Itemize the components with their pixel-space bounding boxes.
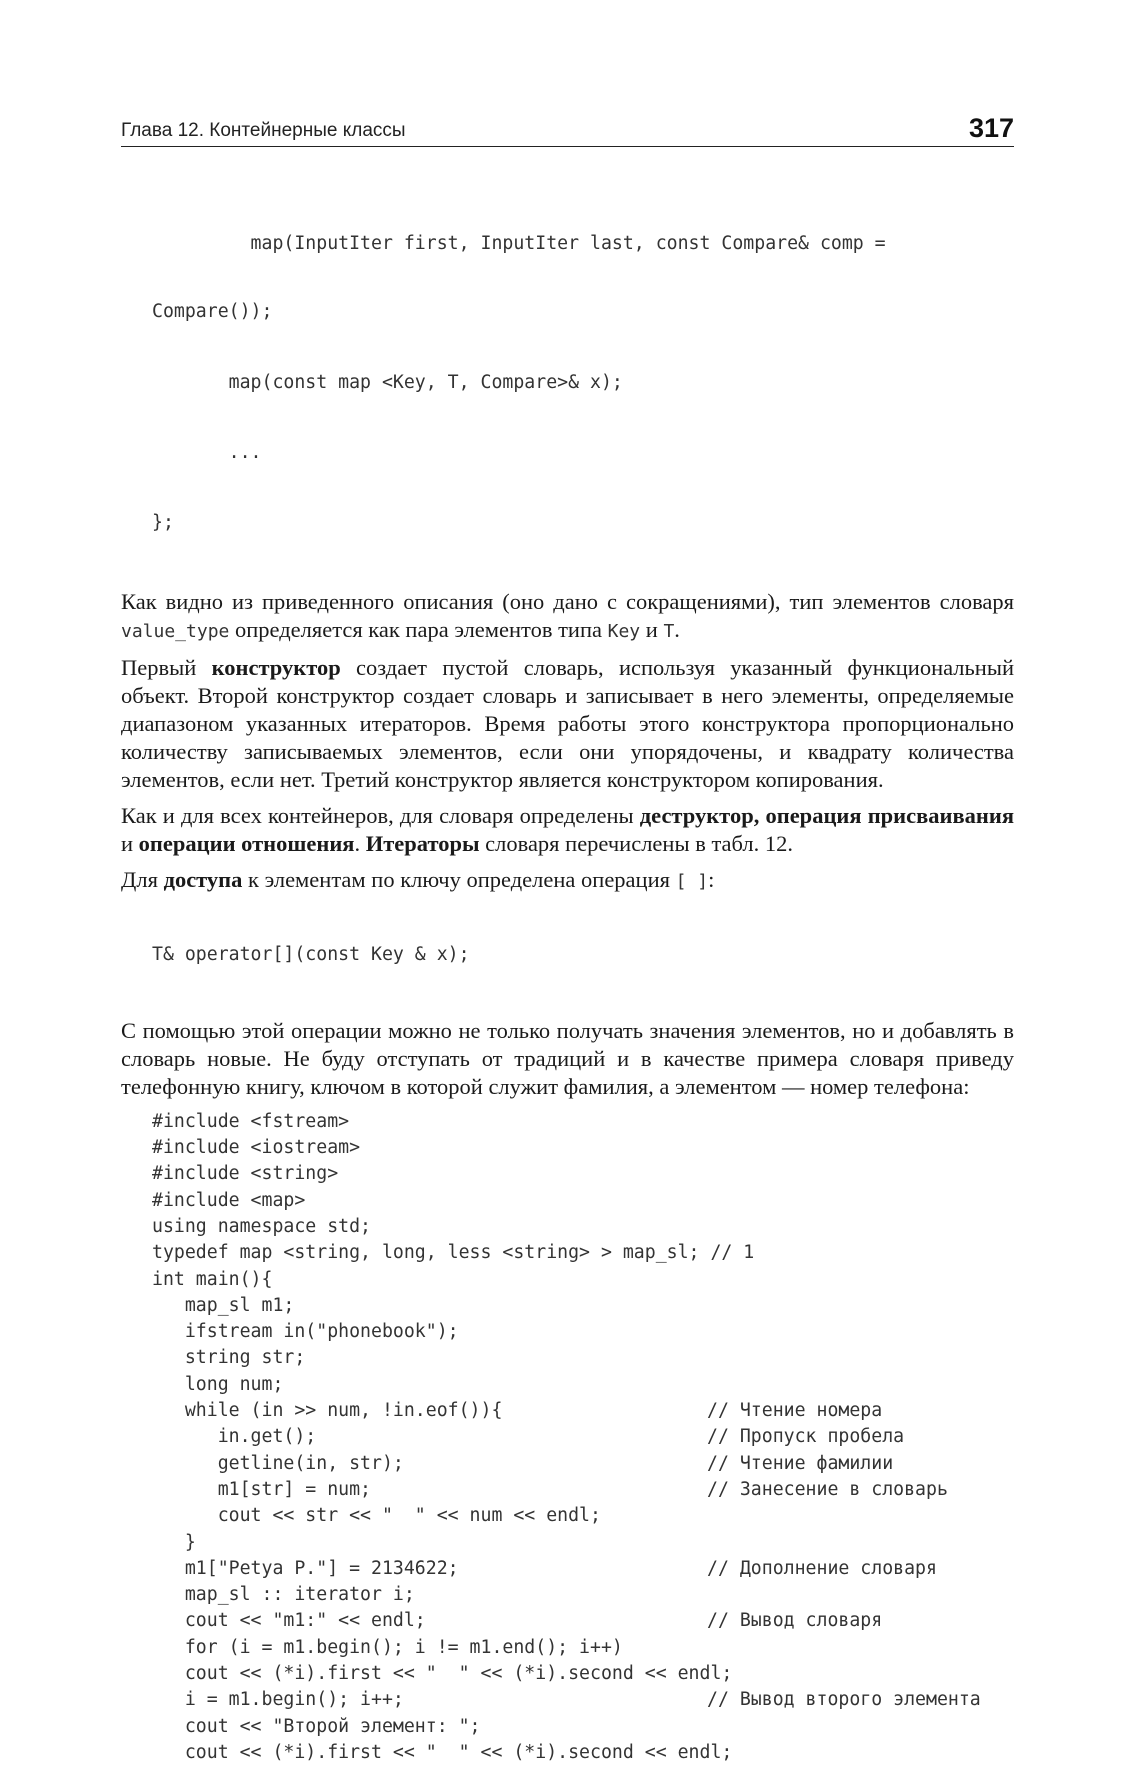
code-text: map_sl m1;: [152, 1294, 295, 1316]
code-line: [152, 1267, 1014, 1293]
code-line: [152, 1424, 1014, 1450]
paragraph-value-type: [121, 588, 1014, 646]
inline-code: T: [663, 621, 675, 643]
code-line: [152, 1687, 1014, 1713]
code-comment: // Дополнение словаря: [707, 1557, 937, 1579]
bold-term: доступа: [163, 867, 243, 893]
text-run: и: [640, 617, 664, 643]
text-run: .: [354, 831, 366, 857]
code-text: #include <fstream>: [152, 1110, 350, 1132]
code-text: cout << (*i).first << " " << (*i).second << endl;: [152, 1663, 733, 1685]
text-run: словаря перечислены в табл. 12.: [479, 831, 794, 857]
code-line: [152, 1714, 1014, 1740]
code-comment: // Пропуск пробела: [707, 1426, 905, 1448]
paragraph-phonebook-intro: С помощью этой операции можно не только получать значения элементов, но и добавлять в словарь новые. Не буду отступать от традиций и в качестве примера словаря приведу телефонную книгу, ключом в которой служит фамилия, а элементом — номер телефона:: [121, 1017, 1014, 1099]
running-header: [121, 108, 1014, 147]
code-text: cout << "m1:" << endl;: [152, 1610, 426, 1632]
code-line: [152, 1188, 1014, 1214]
code-text: cout << str << " " << num << endl;: [152, 1505, 601, 1527]
code-line: [152, 1293, 1014, 1319]
code-text: in.get();: [152, 1426, 317, 1448]
text-run: создает пустой словарь, используя указанный функциональный объект. Второй конструктор создает словарь и записывает в него элементы, определяемые диапазоном указанных итераторов. Время работы этого конструктора пропорционально количеству записываемых элементов, если они упорядочены, и квадрату количества элементов, если нет. Третий конструктор является конструктором копирования.: [121, 655, 1014, 793]
code-text: cout << "Второй элемент: ";: [152, 1715, 481, 1737]
code-line: [152, 1503, 1014, 1529]
code-line: T& operator[](const Key & x);: [152, 944, 470, 966]
code-line: [152, 1530, 1014, 1556]
code-line: map(InputIter first, InputIter last, const Compare& comp =: [152, 233, 886, 254]
code-text: }: [152, 1531, 196, 1553]
code-line: [152, 1398, 1014, 1424]
code-line: [152, 1372, 1014, 1398]
code-text: m1[str] = num;: [152, 1478, 371, 1500]
text-run: и: [121, 831, 139, 857]
code-text: #include <iostream>: [152, 1137, 361, 1159]
text-run: :: [708, 867, 715, 893]
paragraph-constructors: [121, 654, 1014, 794]
bold-term: конструктор: [211, 655, 341, 681]
code-text: for (i = m1.begin(); i != m1.end(); i++): [152, 1636, 623, 1658]
code-text: i = m1.begin(); i++;: [152, 1689, 404, 1711]
code-line: [152, 1740, 1014, 1766]
text-run: Как видно из приведенного описания (оно дано с сокращениями), тип элементов словаря: [121, 589, 1014, 615]
page-number: 317: [968, 113, 1014, 143]
code-line: [152, 1451, 1014, 1477]
code-line: [152, 1240, 1014, 1266]
text-run: .: [674, 617, 680, 643]
code-line: ...: [152, 441, 262, 463]
paragraph-operations: [121, 802, 1014, 858]
code-line: [152, 1319, 1014, 1345]
code-line: [152, 1345, 1014, 1371]
code-comment: // Вывод словаря: [707, 1610, 883, 1632]
code-line: };: [152, 512, 174, 534]
code-text: string str;: [152, 1347, 306, 1369]
code-comment: // Чтение фамилии: [707, 1452, 894, 1474]
code-block-phonebook: [121, 1109, 1014, 1766]
text-run: Для: [121, 867, 164, 893]
book-page: [121, 108, 1014, 1766]
code-line: [152, 1556, 1014, 1582]
code-text: int main(){: [152, 1268, 273, 1290]
text-run: к элементам по ключу определена операция: [242, 867, 676, 893]
code-line: [152, 1635, 1014, 1661]
code-line: [152, 1477, 1014, 1503]
text-run: определяется как пара элементов типа: [229, 617, 608, 643]
code-line: [152, 1214, 1014, 1240]
code-text: #include <string>: [152, 1163, 339, 1185]
code-comment: // Занесение в словарь: [707, 1478, 948, 1500]
code-operator-index: [121, 900, 1014, 1010]
code-text: ifstream in("phonebook");: [152, 1321, 459, 1343]
code-comment: // Чтение номера: [707, 1400, 883, 1422]
code-text: long num;: [152, 1373, 284, 1395]
inline-code: [ ]: [675, 871, 709, 893]
code-block-map-constructors: [121, 189, 1014, 578]
code-text: typedef map <string, long, less <string> > map_sl; // 1: [152, 1242, 755, 1264]
code-line: [152, 1661, 1014, 1687]
code-text: cout << (*i).first << " " << (*i).second << endl;: [152, 1741, 733, 1763]
bold-term: деструктор, операция присваивания: [639, 803, 1014, 829]
text-run: Первый: [121, 655, 212, 681]
code-line: [152, 1135, 1014, 1161]
code-text: m1["Petya P."] = 2134622;: [152, 1557, 459, 1579]
code-line: map(const map <Key, T, Compare>& x);: [152, 371, 623, 393]
code-text: #include <map>: [152, 1189, 306, 1211]
chapter-title: Глава 12. Контейнерные классы: [121, 120, 406, 141]
code-text: while (in >> num, !in.eof()){: [152, 1400, 503, 1422]
code-line: [152, 1608, 1014, 1634]
code-line: [152, 1109, 1014, 1135]
code-text: map_sl :: iterator i;: [152, 1584, 415, 1606]
inline-code: Key: [607, 621, 641, 643]
bold-term: Итераторы: [365, 831, 480, 857]
code-text: getline(in, str);: [152, 1452, 404, 1474]
code-comment: // Вывод второго элемента: [707, 1689, 981, 1711]
paragraph-access: [121, 866, 1014, 896]
inline-code: value_type: [121, 621, 230, 643]
code-line: [152, 1161, 1014, 1187]
code-line: [152, 1582, 1014, 1608]
code-line: Compare());: [152, 301, 273, 323]
code-text: using namespace std;: [152, 1215, 371, 1237]
text-run: Как и для всех контейнеров, для словаря определены: [121, 803, 640, 829]
bold-term: операции отношения: [138, 831, 355, 857]
